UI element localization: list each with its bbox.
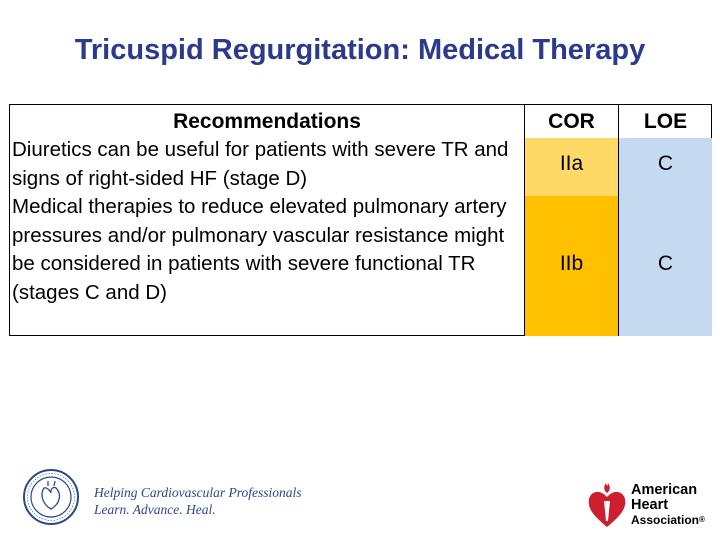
aha-line-2: Heart — [631, 497, 669, 513]
aha-line-3: Association — [631, 513, 700, 527]
aha-registered-mark: ® — [699, 515, 705, 524]
cor-row-1: IIa — [524, 138, 618, 196]
aha-line-1: American — [631, 482, 698, 498]
cor-row-2: IIb — [524, 196, 618, 336]
acc-tagline-line-2: Learn. Advance. Heal. — [94, 502, 216, 517]
acc-footer — [22, 468, 302, 530]
aha-wordmark — [631, 483, 705, 527]
recommendation-table — [9, 104, 712, 336]
acc-tagline-line-1: Helping Cardiovascular Professionals — [94, 485, 302, 500]
header-loe: LOE — [618, 105, 712, 138]
recommendation-row-2: Medical therapies to reduce elevated pulmonary artery pressures and/or pulmonary vascular resistance might be considered in patients with severe functional TR (stages C and D) — [12, 195, 507, 304]
header-recommendations: Recommendations — [173, 110, 361, 133]
aha-heart-torch-logo — [585, 475, 629, 531]
loe-row-2: C — [618, 196, 712, 336]
slide-title: Tricuspid Regurgitation: Medical Therapy — [74, 34, 646, 66]
acc-seal-logo — [22, 468, 80, 526]
header-cor: COR — [524, 105, 618, 138]
aha-footer — [585, 475, 715, 535]
recommendation-row-1: Diuretics can be useful for patients with severe TR and signs of right-sided HF (stage D) — [12, 138, 509, 190]
loe-row-1: C — [618, 138, 712, 196]
acc-tagline — [94, 484, 302, 518]
